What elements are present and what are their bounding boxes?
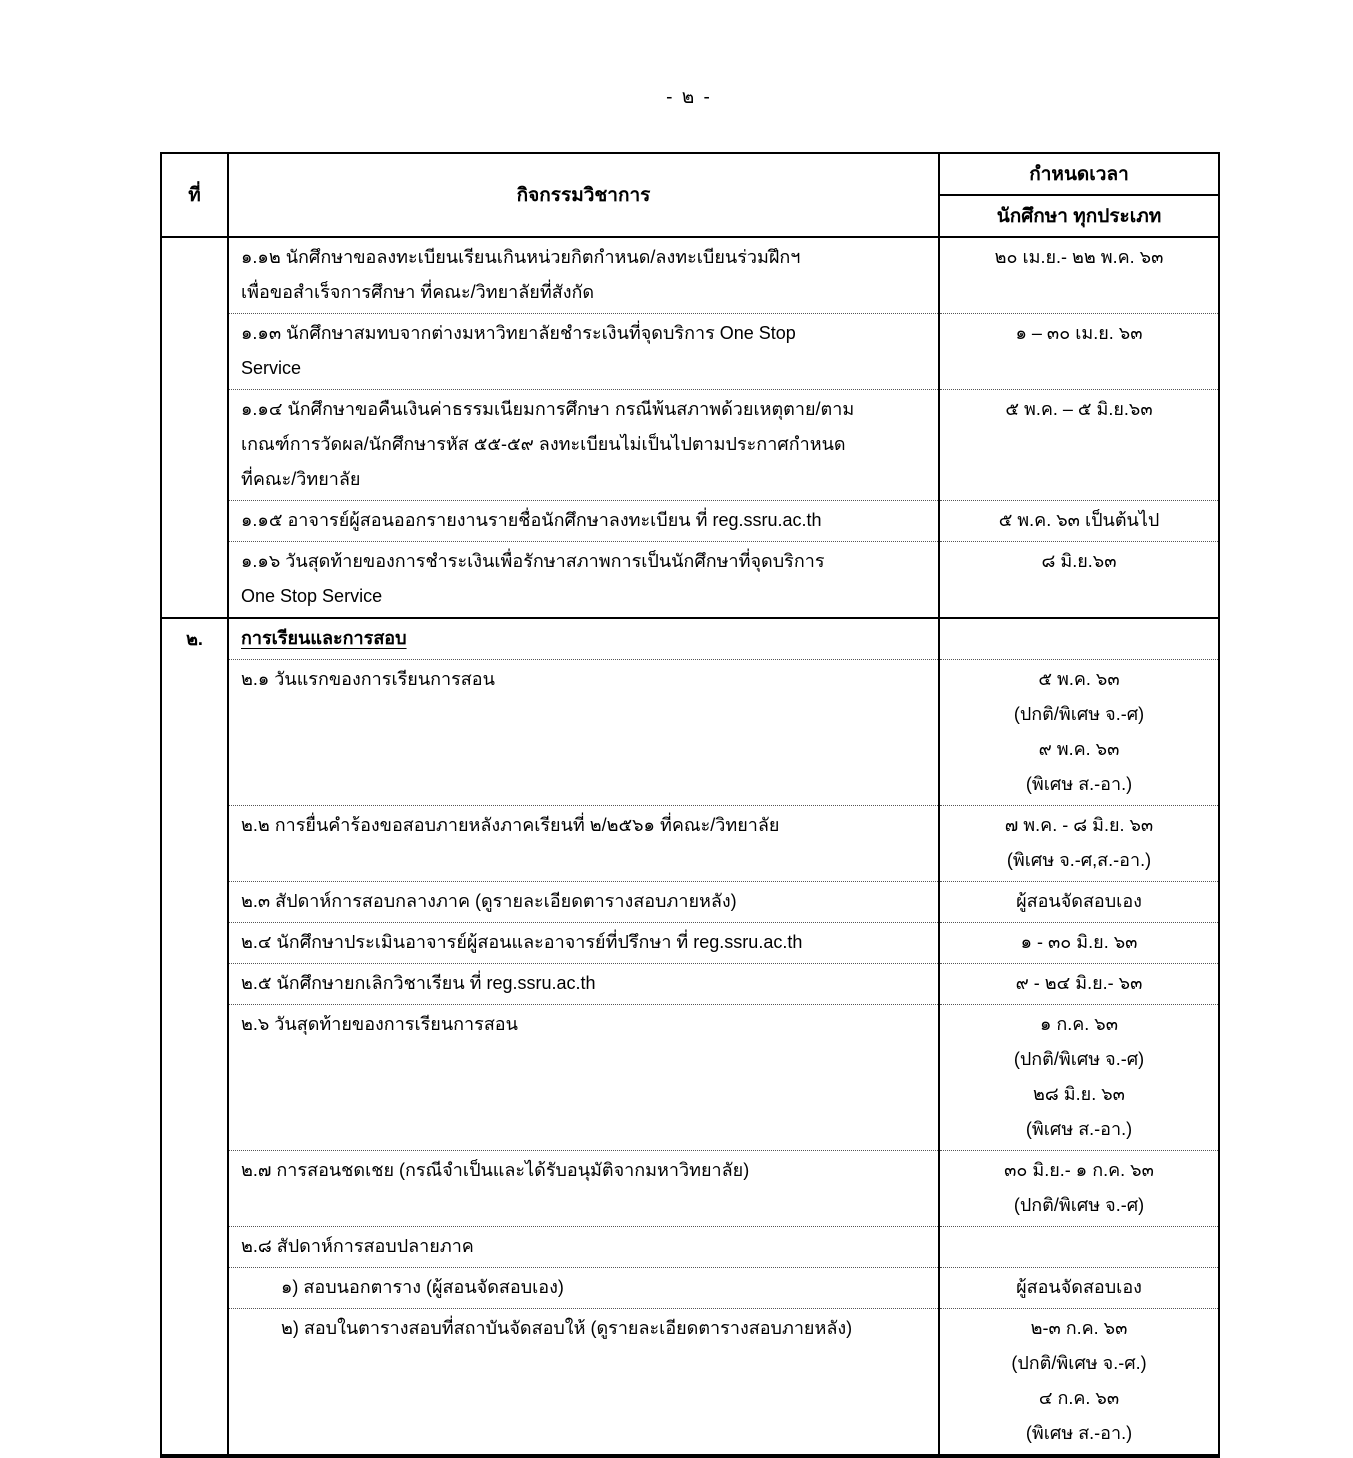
- schedule-text: ผู้สอนจัดสอบเอง: [1016, 891, 1142, 911]
- activity-text: เพื่อขอสำเร็จการศึกษา ที่คณะ/วิทยาลัยที่สังกัด: [241, 282, 595, 302]
- header-no: ที่: [161, 153, 228, 237]
- activity-cell: [228, 1227, 939, 1268]
- activity-cell: [228, 882, 939, 923]
- schedule-text: (ปกติ/พิเศษ จ.-ศ): [1013, 704, 1145, 724]
- table-row: [161, 618, 1219, 660]
- activity-text: ๑.๑๔ นักศึกษาขอคืนเงินค่าธรรมเนียมการศึกษา กรณีพ้นสภาพด้วยเหตุตาย/ตาม: [241, 399, 855, 419]
- activity-text: ๒.๘ สัปดาห์การสอบปลายภาค: [241, 1236, 474, 1256]
- schedule-cell: [939, 882, 1219, 923]
- schedule-text: (ปกติ/พิเศษ จ.-ศ): [1013, 1195, 1145, 1215]
- table-row: [161, 237, 1219, 314]
- schedule-text: (พิเศษ จ.-ศ,ส.-อา.): [1006, 850, 1152, 870]
- activity-text: ๑.๑๕ อาจารย์ผู้สอนออกรายงานรายชื่อนักศึกษาลงทะเบียน ที่ reg.ssru.ac.th: [241, 510, 822, 530]
- schedule-text: ๙ พ.ค. ๖๓: [1038, 739, 1120, 759]
- table-row: [161, 1227, 1219, 1268]
- schedule-text: ผู้สอนจัดสอบเอง: [1016, 1277, 1142, 1297]
- schedule-text: ๕ พ.ค. – ๕ มิ.ย.๖๓: [1005, 399, 1153, 419]
- activity-text: ๑) สอบนอกตาราง (ผู้สอนจัดสอบเอง): [281, 1277, 564, 1297]
- schedule-text: (พิเศษ ส.-อา.): [1025, 1423, 1133, 1443]
- schedule-cell: [939, 314, 1219, 390]
- activity-cell: [228, 542, 939, 619]
- activity-text: ๑.๑๓ นักศึกษาสมทบจากต่างมหาวิทยาลัยชำระเงินที่จุดบริการ One Stop: [241, 323, 796, 343]
- activity-text: ๒.๕ นักศึกษายกเลิกวิชาเรียน ที่ reg.ssru.ac.th: [241, 973, 596, 993]
- activity-cell: [228, 660, 939, 806]
- table-row: [161, 882, 1219, 923]
- schedule-text: (ปกติ/พิเศษ จ.-ศ): [1013, 1049, 1145, 1069]
- schedule-text: ๑ - ๓๐ มิ.ย. ๖๓: [1020, 932, 1138, 952]
- schedule-text: ๑ – ๓๐ เม.ย. ๖๓: [1015, 323, 1143, 343]
- section-title: การเรียนและการสอบ: [241, 628, 407, 648]
- activity-cell: [228, 1268, 939, 1309]
- schedule-text: ๒-๓ ก.ค. ๖๓: [1030, 1318, 1128, 1338]
- schedule-text: ๙ - ๒๔ มิ.ย.- ๖๓: [1015, 973, 1143, 993]
- table-row: [161, 501, 1219, 542]
- schedule-text: ๗ พ.ค. - ๘ มิ.ย. ๖๓: [1004, 815, 1154, 835]
- schedule-text: ๑ ก.ค. ๖๓: [1039, 1014, 1119, 1034]
- activity-text: ๒.๓ สัปดาห์การสอบกลางภาค (ดูรายละเอียดตารางสอบภายหลัง): [241, 891, 737, 911]
- schedule-cell: [939, 542, 1219, 619]
- table-row: [161, 1005, 1219, 1151]
- schedule-text: ๓๐ มิ.ย.- ๑ ก.ค. ๖๓: [1004, 1160, 1154, 1180]
- section-1: [161, 237, 1219, 618]
- schedule-text: ๕ พ.ค. ๖๓ เป็นต้นไป: [998, 510, 1160, 530]
- table-row: [161, 314, 1219, 390]
- header-schedule: กำหนดเวลา: [939, 153, 1219, 195]
- table-row: [161, 1151, 1219, 1227]
- header-schedule-sub: นักศึกษา ทุกประเภท: [939, 195, 1219, 237]
- schedule-cell: [939, 501, 1219, 542]
- table-row: [161, 390, 1219, 501]
- activity-text: ๒.๗ การสอนชดเชย (กรณีจำเป็นและได้รับอนุมัติจากมหาวิทยาลัย): [241, 1160, 750, 1180]
- schedule-text: ๕ พ.ค. ๖๓: [1038, 669, 1120, 689]
- schedule-cell: [939, 964, 1219, 1005]
- schedule-text: ๒๐ เม.ย.- ๒๒ พ.ค. ๖๓: [994, 247, 1164, 267]
- activity-text: One Stop Service: [241, 586, 383, 606]
- schedule-cell: [939, 1005, 1219, 1151]
- activity-cell: [228, 237, 939, 314]
- schedule-text: (พิเศษ ส.-อา.): [1025, 1119, 1133, 1139]
- table-row: [161, 964, 1219, 1005]
- schedule-cell: [939, 237, 1219, 314]
- activity-text: ๒.๑ วันแรกของการเรียนการสอน: [241, 669, 495, 689]
- activity-text: ๒.๒ การยื่นคำร้องขอสอบภายหลังภาคเรียนที่ ๒/๒๕๖๑ ที่คณะ/วิทยาลัย: [241, 815, 780, 835]
- activity-cell: [228, 1005, 939, 1151]
- table-row: [161, 1309, 1219, 1457]
- activity-text: ๒.๔ นักศึกษาประเมินอาจารย์ผู้สอนและอาจารย์ที่ปรึกษา ที่ reg.ssru.ac.th: [241, 932, 803, 952]
- table-row: [161, 542, 1219, 619]
- schedule-text: ๒๘ มิ.ย. ๖๓: [1033, 1084, 1125, 1104]
- schedule-text: (พิเศษ ส.-อา.): [1025, 774, 1133, 794]
- schedule-cell: [939, 660, 1219, 806]
- page-number: - ๒ -: [666, 87, 712, 108]
- schedule-cell: [939, 390, 1219, 501]
- schedule-cell: [939, 1151, 1219, 1227]
- activity-text: ที่คณะ/วิทยาลัย: [241, 469, 361, 489]
- activity-cell: [228, 390, 939, 501]
- section-title-cell: [228, 618, 939, 660]
- table-row: [161, 806, 1219, 882]
- schedule-cell: [939, 806, 1219, 882]
- table-row: [161, 1268, 1219, 1309]
- header-activity: กิจกรรมวิชาการ: [228, 153, 939, 237]
- activity-schedule-table: [160, 152, 1220, 1458]
- schedule-cell: [939, 1268, 1219, 1309]
- schedule-cell: [939, 618, 1219, 660]
- activity-cell: [228, 1151, 939, 1227]
- activity-cell: [228, 923, 939, 964]
- table-row: [161, 923, 1219, 964]
- activity-cell: [228, 1309, 939, 1457]
- table-row: [161, 660, 1219, 806]
- activity-cell: [228, 501, 939, 542]
- activity-text: Service: [241, 358, 302, 378]
- activity-text: ๒.๖ วันสุดท้ายของการเรียนการสอน: [241, 1014, 518, 1034]
- schedule-text: ๘ มิ.ย.๖๓: [1041, 551, 1117, 571]
- row-no-cell: ๒.: [161, 618, 228, 1456]
- activity-cell: [228, 806, 939, 882]
- schedule-cell: [939, 1309, 1219, 1457]
- schedule-cell: [939, 1227, 1219, 1268]
- activity-cell: [228, 964, 939, 1005]
- section-2: [161, 618, 1219, 1456]
- activity-text: ๒) สอบในตารางสอบที่สถาบันจัดสอบให้ (ดูรายละเอียดตารางสอบภายหลัง): [281, 1318, 853, 1338]
- row-no-cell: [161, 237, 228, 618]
- schedule-text: (ปกติ/พิเศษ จ.-ศ.): [1011, 1353, 1147, 1373]
- activity-cell: [228, 314, 939, 390]
- table-header: [161, 153, 1219, 237]
- activity-text: ๑.๑๖ วันสุดท้ายของการชำระเงินเพื่อรักษาสภาพการเป็นนักศึกษาที่จุดบริการ: [241, 551, 825, 571]
- activity-text: เกณฑ์การวัดผล/นักศึกษารหัส ๕๕-๕๙ ลงทะเบียนไม่เป็นไปตามประกาศกำหนด: [241, 434, 846, 454]
- activity-text: ๑.๑๒ นักศึกษาขอลงทะเบียนเรียนเกินหน่วยกิตกำหนด/ลงทะเบียนร่วมฝึกฯ: [241, 247, 801, 267]
- schedule-cell: [939, 923, 1219, 964]
- schedule-text: ๔ ก.ค. ๖๓: [1038, 1388, 1120, 1408]
